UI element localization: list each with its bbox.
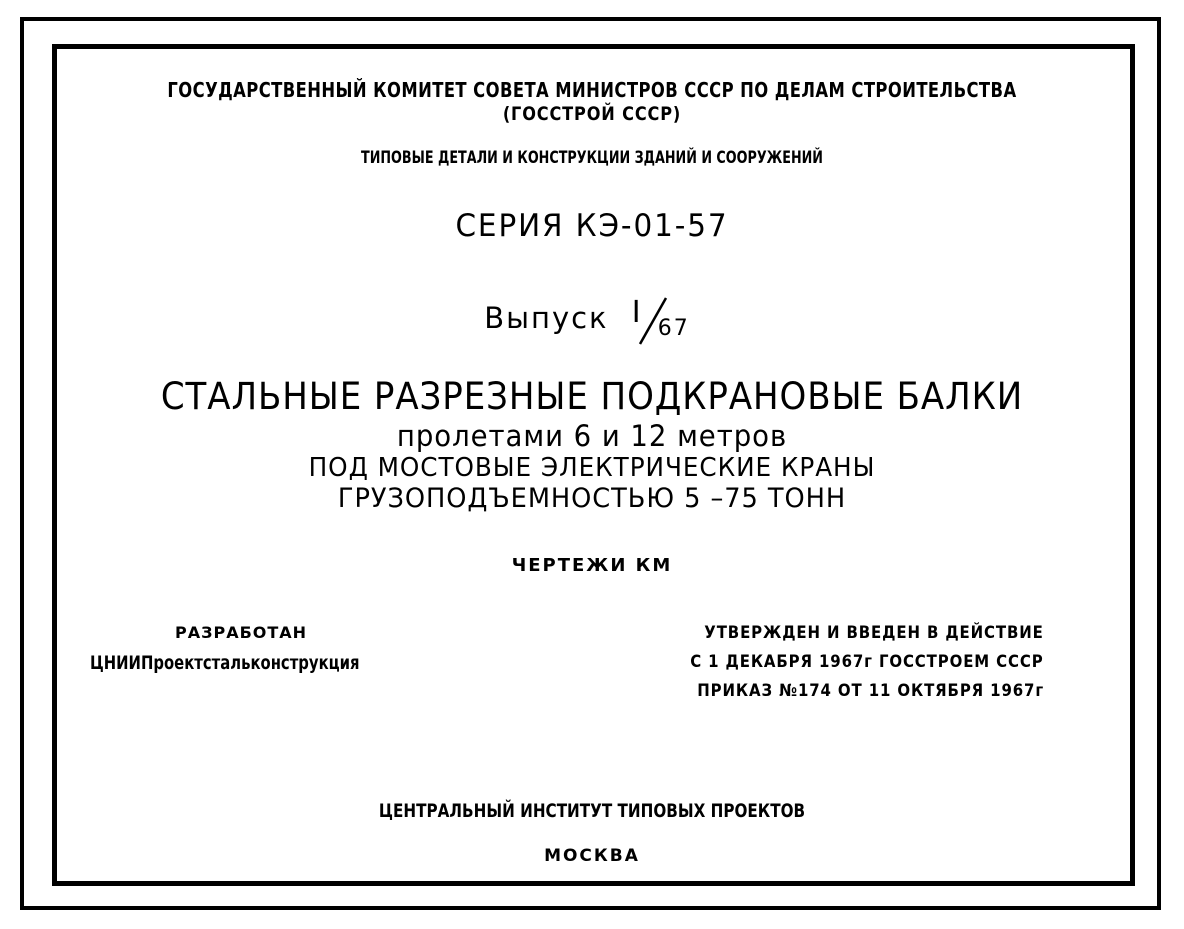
developer-label: РАЗРАБОТАН xyxy=(175,623,308,642)
approval-line-1: УТВЕРЖДЕН И ВВЕДЕН В ДЕЙСТВИЕ xyxy=(704,623,1044,643)
issue-label: Выпуск xyxy=(484,301,609,335)
approval-line-3: ПРИКАЗ №174 ОТ 11 ОКТЯБРЯ 1967г xyxy=(697,681,1044,701)
document-title: СТАЛЬНЫЕ РАЗРЕЗНЫЕ ПОДКРАНОВЫЕ БАЛКИ xyxy=(160,375,1024,418)
publisher-institute: ЦЕНТРАЛЬНЫЙ ИНСТИТУТ ТИПОВЫХ ПРОЕКТОВ xyxy=(378,800,806,822)
series-number: СЕРИЯ КЭ-01-57 xyxy=(455,208,729,244)
developer-organization: ЦНИИПроектстальконструкция xyxy=(90,652,360,674)
committee-abbreviation: (ГОССТРОЙ СССР) xyxy=(502,103,682,125)
drawings-type: ЧЕРТЕЖИ КМ xyxy=(511,555,673,576)
publisher-city: МОСКВА xyxy=(544,846,640,866)
catalog-title: ТИПОВЫЕ ДЕТАЛИ И КОНСТРУКЦИИ ЗДАНИЙ И СООРУЖЕНИЙ xyxy=(361,148,823,168)
issue-year: 67 xyxy=(657,316,690,341)
issue-number xyxy=(630,296,700,346)
issue-line xyxy=(0,296,1184,346)
title-spans: пролетами 6 и 12 метров xyxy=(396,419,788,453)
title-capacity: ГРУЗОПОДЪЕМНОСТЬЮ 5 –75 ТОНН xyxy=(337,483,847,514)
approval-line-2: С 1 ДЕКАБРЯ 1967г ГОССТРОЕМ СССР xyxy=(690,652,1044,672)
issue-roman-number: I xyxy=(631,295,643,330)
committee-heading: ГОСУДАРСТВЕННЫЙ КОМИТЕТ СОВЕТА МИНИСТРОВ СССР ПО ДЕЛАМ СТРОИТЕЛЬСТВА xyxy=(167,78,1017,102)
title-cranes: ПОД МОСТОВЫЕ ЭЛЕКТРИЧЕСКИЕ КРАНЫ xyxy=(308,453,876,483)
